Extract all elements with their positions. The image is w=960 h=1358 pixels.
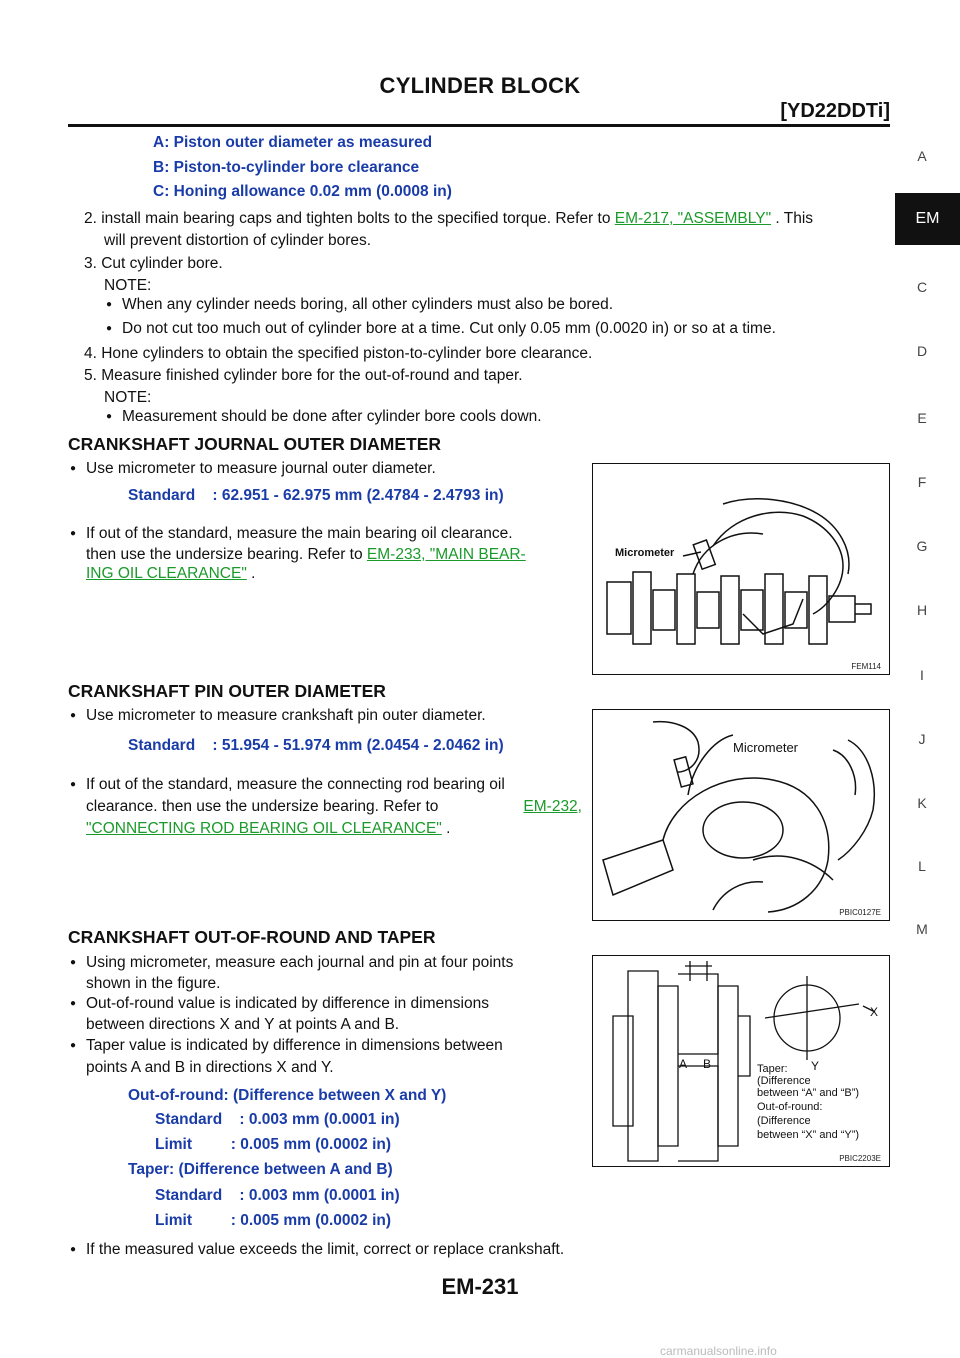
link-em-217[interactable]: EM-217, "ASSEMBLY" [614,210,772,227]
oor-bullet-3: ● Taper value is indicated by difference in dimensions between [86,1035,582,1057]
oor-spec-heading: Out-of-round: (Difference between X and Y) [128,1087,447,1104]
oor-bullet-1-cont: shown in the figure. [86,975,221,992]
side-index-k[interactable]: K [917,795,927,811]
note-label: NOTE: [104,389,152,406]
figure-pin-micrometer [592,709,890,921]
crankpin-micrometer-illustration [593,710,889,920]
step-2-cont: will prevent distortion of cylinder bores. [104,232,372,249]
side-index-e[interactable]: E [917,410,927,426]
side-index-g[interactable]: G [916,538,928,554]
pin-bullet-2-end: . [446,820,451,837]
link-em-233-cont[interactable]: ING OIL CLEARANCE" [86,565,247,582]
pin-bullet-2-cont [86,796,582,818]
pin-bullet-2-text: clearance. then use the undersize bearing. Refer to [86,798,439,815]
watermark: carmanualsonline.info [660,1344,777,1358]
note-b: B: Piston-to-cylinder bore clearance [153,159,420,176]
step-5: 5. Measure finished cylinder bore for the out-of-round and taper. [84,367,523,384]
step-2-text: 2. install main bearing caps and tighten bolts to the specified torque. Refer to [84,210,611,227]
figure-taper-line-3: between “A” and “B”) [757,1087,860,1099]
figure-label-x: X [870,1005,879,1019]
journal-bullet-2: ● If out of the standard, measure the main bearing oil clearance. [86,523,582,545]
crankshaft-measurement-diagram [593,956,889,1166]
journal-bullet-2-cont2 [86,563,255,585]
pin-bullet-1: ● Use micrometer to measure crankshaft pin outer diameter. [86,705,486,727]
figure-taper-line-1: Taper: [757,1063,788,1075]
note-a: A: Piston outer diameter as measured [153,134,433,151]
figure-oor-line-2: (Difference [757,1115,811,1127]
link-em-233[interactable]: EM-233, "MAIN BEAR- [366,546,526,563]
taper-limit: Limit : 0.005 mm (0.0002 in) [155,1212,392,1229]
header-rule [68,124,890,127]
link-em-232[interactable]: EM-232, [523,798,582,815]
pin-bullet-2-cont2 [86,818,450,840]
side-index-i[interactable]: I [920,667,924,683]
pin-standard: Standard : 51.954 - 51.974 mm (2.0454 - 2.0462 in) [128,737,504,754]
side-index-em-active[interactable]: EM [895,193,960,245]
figure-label-b: B [703,1057,712,1071]
oor-standard: Standard : 0.003 mm (0.0001 in) [155,1111,400,1128]
side-index-l[interactable]: L [918,858,926,874]
side-index-j[interactable]: J [918,731,926,747]
taper-standard: Standard : 0.003 mm (0.0001 in) [155,1187,400,1204]
side-index-d[interactable]: D [916,343,928,359]
figure-journal-micrometer [592,463,890,675]
figure-out-of-round [592,955,890,1167]
side-index-h[interactable]: H [916,602,928,618]
note-bullet: ● Measurement should be done after cylinder bore cools down. [122,406,542,428]
step-3: 3. Cut cylinder bore. [84,255,223,272]
note-label: NOTE: [104,277,152,294]
side-index-m[interactable]: M [916,921,928,937]
oor-bullet-1: ● Using micrometer, measure each journal and pin at four points [86,952,582,974]
journal-standard: Standard : 62.951 - 62.975 mm (2.4784 - 2.4793 in) [128,487,504,504]
figure-id: PBIC2203E [839,1154,881,1163]
replace-bullet: ● If the measured value exceeds the limit, correct or replace crankshaft. [86,1239,564,1261]
figure-label-micrometer: Micrometer [615,547,675,559]
page-number: EM-231 [441,1274,519,1299]
figure-label-a: A [679,1057,688,1071]
figure-oor-line-1: Out-of-round: [757,1101,823,1113]
oor-bullet-2: ● Out-of-round value is indicated by difference in dimensions [86,993,582,1015]
section-heading-pin: CRANKSHAFT PIN OUTER DIAMETER [68,681,386,701]
engine-code: [YD22DDTi] [780,100,890,122]
figure-label-y: Y [811,1059,820,1073]
journal-bullet-2-text: then use the undersize bearing. Refer to [86,546,363,563]
note-bullet: ● When any cylinder needs boring, all other cylinders must also be bored. [122,294,613,316]
side-index-a[interactable]: A [917,148,927,164]
step-2 [84,208,894,230]
oor-bullet-2-cont: between directions X and Y at points A and B. [86,1016,400,1033]
figure-taper-line-2: (Difference [757,1075,811,1087]
section-heading-out-of-round: CRANKSHAFT OUT-OF-ROUND AND TAPER [68,927,436,947]
step-2-text-end: . This [775,210,814,227]
figure-id: FEM114 [851,662,881,671]
page-title: CYLINDER BLOCK [379,73,581,98]
journal-bullet-1: ● Use micrometer to measure journal outer diameter. [86,458,436,480]
figure-label-micrometer: Micrometer [733,740,799,755]
note-c: C: Honing allowance 0.02 mm (0.0008 in) [153,183,452,200]
oor-bullet-3-cont: points A and B in directions X and Y. [86,1059,334,1076]
figure-id: PBIC0127E [839,908,881,917]
pin-bullet-2: ● If out of the standard, measure the connecting rod bearing oil [86,774,582,796]
crankshaft-micrometer-illustration [593,464,889,674]
side-index-f[interactable]: F [917,474,927,490]
journal-bullet-2-end: . [251,565,256,582]
note-bullet: ● Do not cut too much out of cylinder bore at a time. Cut only 0.05 mm (0.0020 in) or so at a time. [122,318,776,340]
link-em-232-cont[interactable]: "CONNECTING ROD BEARING OIL CLEARANCE" [86,820,442,837]
side-index-c[interactable]: C [916,279,928,295]
oor-limit: Limit : 0.005 mm (0.0002 in) [155,1136,392,1153]
step-4: 4. Hone cylinders to obtain the specified piston-to-cylinder bore clearance. [84,345,593,362]
section-heading-journal: CRANKSHAFT JOURNAL OUTER DIAMETER [68,434,442,454]
taper-spec-heading: Taper: (Difference between A and B) [128,1161,393,1178]
figure-oor-line-3: between “X” and “Y”) [757,1129,860,1141]
